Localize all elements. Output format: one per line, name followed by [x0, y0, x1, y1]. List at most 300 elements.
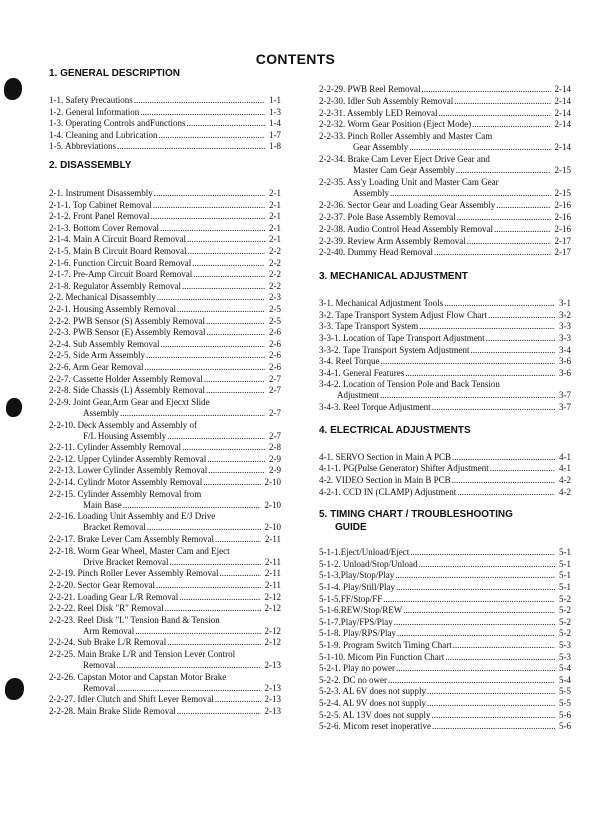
toc-entry[interactable] — [49, 649, 281, 671]
toc-entry-text: 2-2-18. Worm Gear Wheel, Master Cam and Eject — [49, 545, 230, 556]
toc-entry-text: 5-2-6. Micom reset inoperative — [319, 721, 431, 732]
toc-page-number: 2-12 — [264, 625, 281, 636]
toc-entry[interactable] — [49, 397, 281, 419]
toc-entry-text: 2-2-33. Pinch Roller Assembly and Master Cam — [319, 131, 493, 142]
toc-entry-text: 3-4-1. General Features — [319, 367, 405, 378]
toc-page-number: 2-6 — [269, 338, 281, 349]
toc-entry-text: 3-4. Reel Torque — [319, 356, 380, 367]
dot-leader — [135, 626, 260, 637]
toc-page-number: 2-16 — [554, 200, 571, 211]
dot-leader — [182, 281, 265, 292]
toc-page-number: 2-3 — [269, 292, 281, 303]
toc-page-number: 2-7 — [269, 430, 281, 441]
dot-leader — [409, 142, 550, 153]
binding-hole-mark — [4, 78, 22, 100]
toc-entry[interactable] — [49, 374, 281, 385]
toc-entry[interactable] — [49, 200, 281, 211]
dot-leader — [134, 95, 265, 106]
dot-leader — [154, 188, 265, 199]
toc-page-number: 1-4 — [269, 118, 281, 129]
toc-entry[interactable] — [319, 617, 571, 628]
toc-entry[interactable] — [49, 362, 281, 373]
toc-entry[interactable] — [49, 568, 281, 579]
toc-entry-text: 2-1-6. Function Circuit Board Removal — [49, 257, 192, 268]
toc-entry[interactable] — [319, 628, 571, 639]
toc-entry-text: 5-1-5.FF/Stop/FF — [319, 593, 383, 604]
toc-entry-text: 1-2. General Information — [49, 106, 140, 117]
toc-entry[interactable] — [49, 281, 281, 292]
dot-leader — [453, 640, 555, 651]
toc-entry-text: 2-2-3. PWB Sensor (E) Assembly Removal — [49, 327, 206, 338]
toc-entry-text: 2-2-16. Loading Unit Assembly and E/J Drive — [49, 511, 216, 522]
section-heading — [319, 425, 471, 436]
toc-page-number: 5-5 — [559, 698, 571, 708]
dot-leader — [206, 316, 265, 327]
toc-entry-text: 2-2-17. Brake Lever Cam Assembly Removal — [49, 534, 214, 544]
toc-entry[interactable] — [319, 236, 571, 247]
toc-entry-text: 2-2-9. Joint Gear,Arm Gear and Ejecxt Slide — [49, 396, 210, 407]
toc-entry[interactable] — [49, 339, 281, 350]
toc-entry-text: 3-1. Mechanical Adjustment Tools — [319, 298, 444, 309]
toc-entry[interactable] — [49, 141, 281, 152]
toc-entry[interactable] — [49, 511, 281, 533]
toc-entry[interactable] — [319, 710, 571, 721]
section-heading-text: 4. ELECTRICAL ADJUSTMENTS — [319, 424, 471, 436]
dot-leader — [156, 580, 261, 591]
toc-page-number: 1-7 — [269, 129, 281, 140]
dot-leader — [470, 345, 555, 356]
dot-leader — [167, 637, 260, 648]
toc-entry[interactable] — [49, 454, 281, 465]
toc-entry[interactable] — [319, 310, 571, 321]
dot-leader — [405, 368, 555, 379]
dot-leader — [117, 660, 261, 671]
dot-leader — [394, 617, 555, 628]
toc-entry-text: 2-2-34. Brake Cam Lever Eject Drive Gear and — [319, 154, 490, 165]
toc-entry[interactable] — [319, 582, 571, 593]
toc-page-number: 2-14 — [554, 95, 571, 106]
dot-leader — [396, 663, 555, 674]
toc-entry-text: 2-2-36. Sector Gear and Loading Gear Assembly — [319, 200, 496, 211]
dot-leader — [177, 706, 261, 717]
toc-entry[interactable] — [319, 475, 571, 486]
toc-page-number: 2-17 — [554, 235, 571, 246]
toc-entry-text: 3-3. Tape Transport System — [319, 321, 419, 332]
toc-entry[interactable] — [319, 177, 571, 199]
section-heading-text: 3. MECHANICAL ADJUSTMENT — [319, 271, 468, 283]
dot-leader — [388, 675, 555, 686]
toc-entry-text: 4-1. SERVO Section in Main A PCB — [319, 451, 452, 462]
dot-leader — [390, 188, 551, 199]
toc-page-number: 5-1 — [559, 582, 571, 592]
toc-entry[interactable] — [49, 118, 281, 129]
toc-entry[interactable] — [319, 368, 571, 379]
toc-entry[interactable] — [49, 234, 281, 245]
dot-leader — [486, 333, 555, 344]
dot-leader — [432, 721, 555, 732]
toc-page-number: 2-2 — [269, 269, 281, 280]
dot-leader — [219, 568, 260, 579]
dot-leader — [157, 292, 265, 303]
toc-entry-text: 2-2-10. Deck Assembly and Assembly of — [49, 419, 197, 430]
toc-entry-text: 5-1-1.Eject/Unload/Eject — [319, 547, 410, 558]
toc-entry[interactable] — [49, 477, 281, 488]
toc-page-number: 3-3 — [559, 321, 571, 332]
dot-leader — [472, 119, 550, 130]
toc-page-number: 2-12 — [264, 637, 281, 648]
toc-page-number: 5-2 — [559, 605, 571, 616]
toc-page-number: 2-14 — [554, 107, 571, 118]
toc-page-number: 5-3 — [559, 640, 571, 650]
dot-leader — [147, 522, 261, 533]
dot-leader — [427, 686, 555, 697]
toc-entry-text: 2-2-27. Idler Clutch and Shift Lever Removal — [49, 694, 214, 705]
dot-leader — [187, 234, 265, 245]
toc-entry-text: 2-2-25. Main Brake L/R and Tension Lever Control — [49, 649, 236, 659]
toc-page-number: 3-4 — [559, 344, 571, 355]
toc-entry-text: 2-2-23. Reel Disk "L" Tension Band & Tension — [49, 614, 220, 625]
dot-leader — [395, 570, 555, 581]
toc-entry[interactable] — [49, 420, 281, 442]
toc-page-number: 5-6 — [559, 721, 571, 732]
dot-leader — [187, 246, 265, 257]
dot-leader — [419, 559, 556, 570]
toc-page-number: 2-14 — [554, 84, 571, 94]
toc-page-number: 2-11 — [264, 579, 281, 590]
toc-entry[interactable] — [49, 258, 281, 269]
dot-leader — [167, 431, 265, 442]
toc-page-number: 2-12 — [264, 591, 281, 602]
toc-entry[interactable] — [319, 487, 571, 498]
dot-leader — [169, 557, 260, 568]
toc-entry-text: 1-4. Cleaning and Lubrication — [49, 129, 158, 140]
toc-entry-text: 2-2-12. Upper Cylinder Assembly Removal — [49, 453, 207, 464]
toc-entry-text: Arm Removal — [83, 625, 135, 636]
toc-entry[interactable] — [319, 356, 571, 367]
toc-entry[interactable] — [49, 672, 281, 694]
toc-entry[interactable] — [319, 154, 571, 176]
toc-entry[interactable] — [319, 663, 571, 674]
toc-page-number: 5-5 — [559, 686, 571, 697]
binding-hole-mark — [6, 398, 22, 417]
toc-entry[interactable] — [319, 402, 571, 413]
toc-page-number: 2-16 — [554, 212, 571, 222]
toc-page-number: 2-1 — [269, 234, 281, 245]
toc-entry-text: 1-1. Safety Precautions — [49, 95, 133, 105]
dot-leader — [444, 298, 555, 309]
toc-entry-text: 2-2-19. Pinch Roller Lever Assembly Removal — [49, 568, 219, 579]
toc-page-number: 5-4 — [559, 674, 571, 685]
toc-page-number: 3-3 — [559, 333, 571, 343]
dot-leader — [467, 236, 551, 247]
toc-page-number: 2-5 — [269, 304, 281, 314]
dot-leader — [161, 339, 266, 350]
toc-entry[interactable] — [49, 637, 281, 648]
toc-entry-text: 2-2-29. PWB Reel Removal — [319, 84, 421, 94]
toc-entry-text: Drive Bracket Removal — [83, 556, 169, 567]
toc-page-number: 5-1 — [559, 570, 571, 581]
toc-page-number: 2-13 — [264, 706, 281, 716]
toc-entry[interactable] — [49, 327, 281, 338]
toc-page-number: 2-16 — [554, 223, 571, 234]
toc-entry-text: 5-1-4. Play/Still/Play — [319, 582, 396, 592]
toc-entry[interactable] — [319, 84, 571, 95]
dot-leader — [383, 594, 555, 605]
toc-entry-text: 2-2-1. Housing Assembly Removal — [49, 304, 176, 314]
dot-leader — [403, 605, 555, 616]
toc-entry[interactable] — [49, 316, 281, 327]
toc-entry[interactable] — [49, 292, 281, 303]
dot-leader — [123, 500, 261, 511]
toc-page-number: 2-7 — [269, 407, 281, 418]
toc-entry-text: 4-2-1. CCD IN (CLAMP) Adjustment — [319, 486, 457, 497]
toc-entry[interactable] — [49, 580, 281, 591]
toc-page-number: 2-2 — [269, 280, 281, 291]
toc-entry-text: 2-2-11. Cylinder Assembly Removal — [49, 442, 182, 453]
dot-leader — [457, 212, 551, 223]
dot-leader — [410, 547, 555, 558]
toc-entry-text: 3-3-2. Tape Transport System Adjustment — [319, 344, 470, 355]
dot-leader — [419, 321, 555, 332]
toc-entry-text: 2-2. Mechanical Disassembly — [49, 292, 156, 303]
toc-entry[interactable] — [49, 269, 281, 280]
section-heading — [319, 509, 513, 533]
toc-page-number: 2-1 — [269, 211, 281, 222]
toc-entry-text: 2-1. Instrument Disassembly — [49, 188, 153, 198]
toc-page-number: 1-1 — [269, 95, 281, 105]
section-heading-text: 2. DISASSEMBLY — [49, 160, 132, 171]
toc-page-number: 2-14 — [554, 119, 571, 130]
toc-entry[interactable] — [319, 298, 571, 309]
toc-entry-text: 2-2-14. Cylindr Motor Assembly Removal — [49, 477, 203, 487]
toc-entry[interactable] — [319, 559, 571, 570]
toc-page-number: 2-13 — [264, 682, 281, 693]
dot-leader — [490, 463, 555, 474]
toc-entry-text: 2-2-32. Worm Gear Position (Eject Mode) — [319, 119, 472, 130]
toc-page-number: 2-1 — [269, 199, 281, 210]
toc-entry[interactable] — [319, 247, 571, 258]
toc-entry-text: 2-2-30. Idler Sub Assembly Removal — [319, 95, 454, 106]
toc-page-number: 4-1 — [559, 463, 571, 474]
toc-entry[interactable] — [319, 108, 571, 119]
toc-entry-text: Removal — [83, 682, 116, 693]
toc-entry[interactable] — [319, 570, 571, 581]
dot-leader — [192, 258, 265, 269]
toc-entry-text: 5-1-3.Play/Stop/Play — [319, 570, 395, 581]
dot-leader — [488, 310, 555, 321]
toc-entry[interactable] — [49, 95, 281, 106]
toc-page-number: 2-1 — [269, 222, 281, 233]
toc-entry[interactable] — [319, 594, 571, 605]
toc-entry[interactable] — [319, 200, 571, 211]
toc-entry[interactable] — [319, 333, 571, 344]
dot-leader — [160, 223, 265, 234]
toc-entry-text: 3-3-1. Location of Tape Transport Adjustment — [319, 333, 485, 343]
toc-page-number: 5-3 — [559, 651, 571, 662]
dot-leader — [179, 592, 260, 603]
toc-page-number: 3-7 — [559, 402, 571, 413]
toc-entry[interactable] — [319, 96, 571, 107]
toc-entry[interactable] — [49, 107, 281, 118]
section-heading — [49, 160, 131, 171]
toc-entry-text: Gear Assembly — [353, 142, 409, 153]
toc-entry-text: 2-1-3. Bottom Cover Removal — [49, 222, 159, 233]
toc-entry-text: 3-2. Tape Transport System Adjust Flow Chart — [319, 309, 487, 320]
toc-entry-text: 2-1-2. Front Panel Removal — [49, 211, 150, 222]
dot-leader — [140, 107, 265, 118]
toc-page-number: 2-6 — [269, 327, 281, 338]
dot-leader — [117, 141, 265, 152]
toc-entry[interactable] — [319, 119, 571, 130]
toc-entry[interactable] — [319, 675, 571, 686]
dot-leader — [434, 247, 551, 258]
toc-entry[interactable] — [319, 321, 571, 332]
toc-entry-text: 4-2. VIDEO Section in Main B PCB — [319, 475, 451, 485]
toc-page-number: 2-1 — [269, 188, 281, 198]
toc-entry[interactable] — [319, 452, 571, 463]
toc-entry-text: 2-2-13. Lower Cylinder Assembly Removal — [49, 465, 208, 476]
dot-leader — [204, 374, 265, 385]
toc-entry-text: 2-2-15. Cylinder Assembly Removal from — [49, 488, 202, 499]
toc-entry[interactable] — [49, 350, 281, 361]
toc-entry-text: 5-1-8. Play/RPS/Play — [319, 628, 397, 639]
toc-entry[interactable] — [319, 379, 571, 401]
toc-entry[interactable] — [49, 534, 281, 545]
toc-page-number: 2-13 — [264, 660, 281, 670]
toc-entry[interactable] — [319, 605, 571, 616]
dot-leader — [421, 84, 550, 95]
toc-entry[interactable] — [49, 211, 281, 222]
toc-entry[interactable] — [49, 546, 281, 568]
toc-page-number: 2-8 — [269, 442, 281, 453]
toc-page-number: 3-6 — [559, 356, 571, 367]
dot-leader — [207, 454, 265, 465]
toc-page-number: 2-15 — [554, 188, 571, 199]
toc-entry-text: 2-1-5. Main B Circuit Board Removal — [49, 246, 187, 256]
toc-page-number: 5-2 — [559, 628, 571, 639]
toc-entry[interactable] — [49, 188, 281, 199]
dot-leader — [193, 269, 265, 280]
toc-entry[interactable] — [319, 224, 571, 235]
toc-page-number: 2-7 — [269, 373, 281, 384]
toc-entry[interactable] — [49, 694, 281, 705]
toc-entry-text: 2-2-2. PWB Sensor (S) Assembly Removal — [49, 315, 205, 326]
toc-entry[interactable] — [319, 652, 571, 663]
toc-page-number: 2-9 — [269, 453, 281, 464]
toc-entry[interactable] — [319, 698, 571, 709]
toc-entry[interactable] — [319, 721, 571, 732]
section-heading-text: 5. TIMING CHART / TROUBLESHOOTING — [319, 509, 513, 521]
toc-page-number: 5-4 — [559, 663, 571, 674]
toc-entry-text: Master Cam Gear Assembly — [353, 165, 455, 176]
toc-entry-text: 5-2-2. DC no ower — [319, 674, 387, 685]
section-heading — [319, 271, 468, 282]
toc-entry-text: 2-2-37. Pole Base Assembly Removal — [319, 212, 456, 222]
toc-page-number: 4-2 — [559, 475, 571, 485]
toc-entry[interactable] — [49, 442, 281, 453]
toc-page-number: 2-6 — [269, 362, 281, 372]
dot-leader — [496, 200, 550, 211]
toc-entry-text: Removal — [83, 660, 116, 670]
toc-entry[interactable] — [49, 246, 281, 257]
toc-entry-text: Assembly — [353, 188, 389, 199]
dot-leader — [151, 211, 266, 222]
dot-leader — [203, 477, 260, 488]
dot-leader — [494, 224, 551, 235]
dot-leader — [457, 487, 555, 498]
toc-page-number: 2-10 — [264, 477, 281, 487]
toc-entry-text: 5-1-9. Program Switch Timing Chart — [319, 640, 452, 650]
dot-leader — [380, 390, 555, 401]
toc-entry[interactable] — [49, 385, 281, 396]
toc-page-number: 1-8 — [269, 141, 281, 152]
toc-entry-text: 2-2-5. Side Arm Assembly — [49, 350, 145, 361]
toc-entry-text: 2-1-1. Top Cabinet Removal — [49, 199, 152, 210]
toc-entry[interactable] — [319, 547, 571, 558]
toc-entry-text: 4-1-1. PG(Pulse Generator) Shifter Adjustment — [319, 463, 489, 474]
toc-page-number: 2-7 — [269, 385, 281, 396]
toc-entry-text: 5-2-1. Play no power — [319, 663, 395, 674]
toc-entry-text: 5-1-7.Play/FPS/Play — [319, 616, 393, 627]
toc-entry[interactable] — [49, 489, 281, 511]
dot-leader — [456, 165, 551, 176]
toc-entry[interactable] — [49, 706, 281, 717]
toc-entry-text: 2-2-22. Reel Disk "R" Removal — [49, 603, 164, 614]
toc-page-number: 2-2 — [269, 257, 281, 268]
toc-page-number: 5-2 — [559, 593, 571, 604]
toc-page-number: 5-1 — [559, 547, 571, 558]
toc-entry-text: 2-2-7. Cassette Holder Assembly Removal — [49, 373, 203, 384]
dot-leader — [177, 304, 265, 315]
toc-entry[interactable] — [319, 463, 571, 474]
toc-entry-text: Assembly — [83, 407, 119, 418]
toc-entry[interactable] — [319, 131, 571, 153]
dot-leader — [432, 710, 556, 721]
dot-leader — [439, 108, 551, 119]
dot-leader — [427, 698, 555, 709]
toc-entry[interactable] — [49, 603, 281, 614]
toc-page-number: 2-15 — [554, 165, 571, 176]
toc-page-number: 2-10 — [264, 499, 281, 510]
toc-entry-text: 5-1-6.REW/Stop/REW — [319, 605, 403, 616]
toc-entry-text: 3-4-3. Reel Torque Adjustment — [319, 402, 431, 413]
toc-entry[interactable] — [49, 615, 281, 637]
toc-page-number: 2-6 — [269, 350, 281, 361]
toc-entry[interactable] — [49, 465, 281, 476]
dot-leader — [397, 628, 555, 639]
dot-leader — [153, 200, 265, 211]
dot-leader — [158, 130, 265, 141]
dot-leader — [165, 603, 261, 614]
toc-entry[interactable] — [319, 212, 571, 223]
dot-leader — [452, 475, 555, 486]
toc-entry-text: 2-2-24. Sub Brake L/R Removal — [49, 637, 167, 648]
toc-entry-text: 2-2-8. Side Chassis (L) Assembly Removal — [49, 385, 205, 396]
toc-page-number: 3-1 — [559, 298, 571, 309]
toc-entry[interactable] — [319, 640, 571, 651]
toc-entry[interactable] — [319, 686, 571, 697]
dot-leader — [215, 534, 261, 545]
toc-page-number: 2-11 — [264, 568, 281, 579]
dot-leader — [206, 385, 265, 396]
dot-leader — [187, 118, 266, 129]
toc-entry[interactable] — [49, 130, 281, 141]
toc-entry[interactable] — [319, 345, 571, 356]
toc-entry[interactable] — [49, 592, 281, 603]
toc-entry[interactable] — [49, 304, 281, 315]
toc-entry[interactable] — [49, 223, 281, 234]
section-heading — [49, 68, 180, 79]
